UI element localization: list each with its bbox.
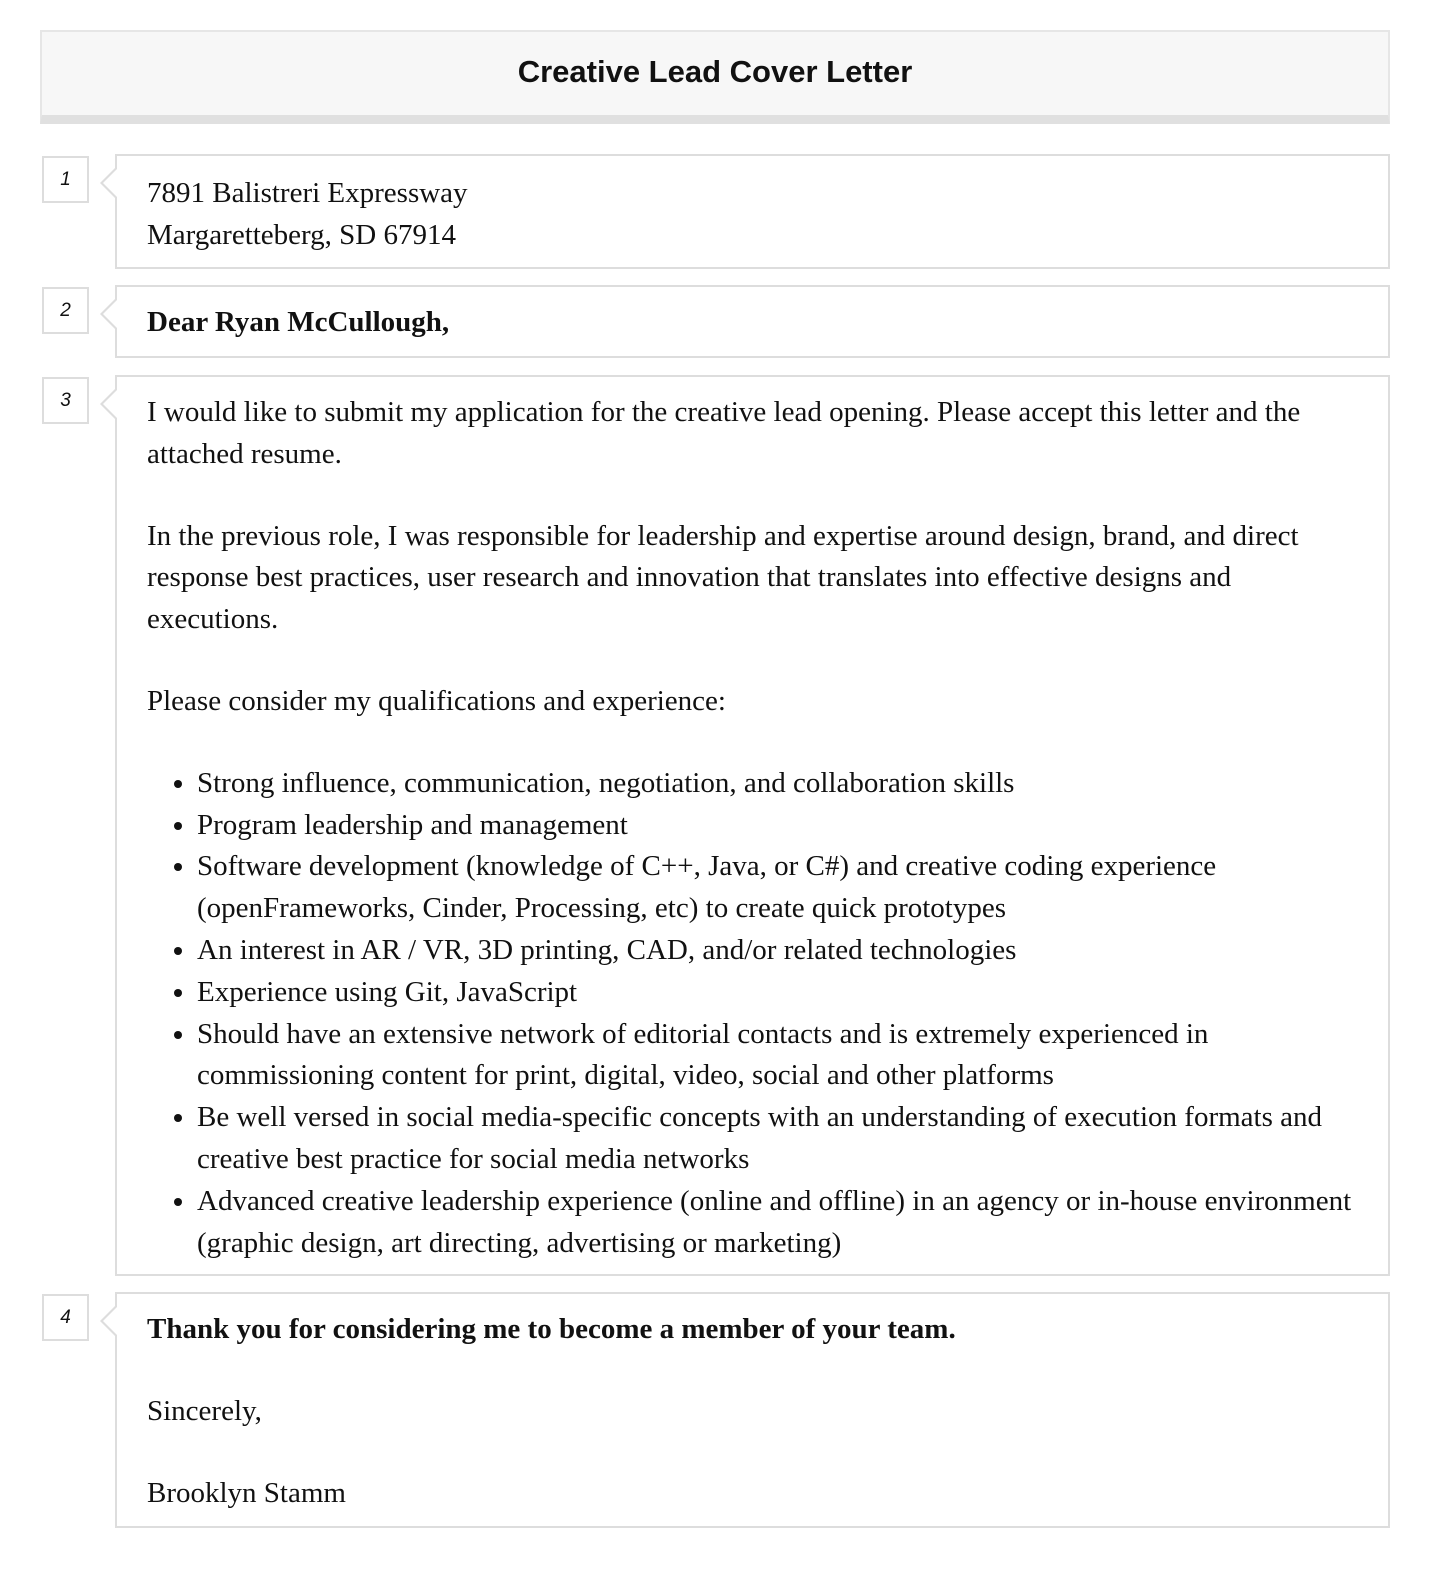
- address-line-2: Margaretteberg, SD 67914: [147, 218, 457, 251]
- signoff: Sincerely,: [147, 1394, 262, 1427]
- section-number-4: 4: [42, 1294, 89, 1341]
- list-item: • Advanced creative leadership experience (online and offline) in an agency or in-house environment (graphic design, art directing, advertising or marketing): [197, 1181, 1358, 1265]
- section-number-2: 2: [42, 287, 89, 334]
- page-title: Creative Lead Cover Letter: [517, 53, 913, 89]
- signature-name: Brooklyn Stamm: [147, 1476, 346, 1509]
- section-number-3: 3: [42, 377, 89, 424]
- list-item: • Program leadership and management: [197, 805, 1358, 847]
- address-line-1: 7891 Balistreri Expressway: [147, 177, 468, 209]
- list-item: • Strong influence, communication, negotiation, and collaboration skills: [197, 763, 1358, 805]
- intro-paragraph: I would like to submit my application for the creative lead opening. Please accept this letter and the attached resume.: [147, 396, 1301, 470]
- body-section: [115, 375, 1390, 1276]
- title-bar: [40, 30, 1390, 124]
- salutation: Dear Ryan McCullough,: [147, 306, 450, 338]
- closing-section: [115, 1292, 1390, 1528]
- list-item: • Experience using Git, JavaScript: [197, 972, 1358, 1014]
- list-item: • Should have an extensive network of editorial contacts and is extremely experienced in commissioning content for print, digital, video, social and other platforms: [197, 1014, 1358, 1098]
- section-number-1: 1: [42, 156, 89, 203]
- qualifications-list: [147, 763, 1358, 1265]
- address-section: [115, 154, 1390, 269]
- list-item: • An interest in AR / VR, 3D printing, CAD, and/or related technologies: [197, 930, 1358, 972]
- list-item: • Software development (knowledge of C++, Java, or C#) and creative coding experience (openFrameworks, Cinder, Processing, etc) to create quick prototypes: [197, 846, 1358, 930]
- experience-paragraph: In the previous role, I was responsible for leadership and expertise around design, brand, and direct response best practices, user research and innovation that translates into effective designs and executions.: [147, 519, 1299, 636]
- list-item: • Be well versed in social media-specific concepts with an understanding of execution formats and creative best practice for social media networks: [197, 1097, 1358, 1181]
- closing-statement: Thank you for considering me to become a member of your team.: [147, 1313, 956, 1345]
- salutation-section: [115, 285, 1390, 358]
- qualifications-intro: Please consider my qualifications and experience:: [147, 684, 726, 717]
